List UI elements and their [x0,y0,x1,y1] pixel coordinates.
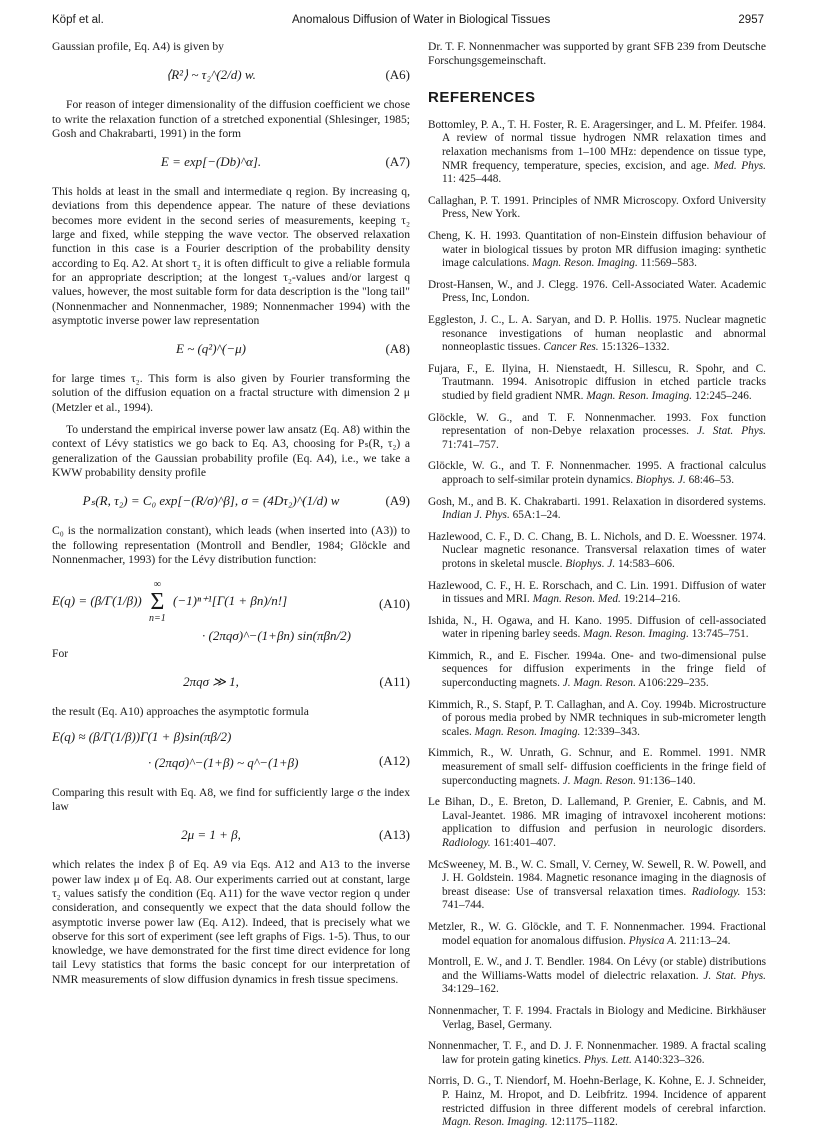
reference-item [428,1040,766,1067]
reference-text: Metzler, R., W. G. Glöckle, and T. F. Nonnenmacher. 1994. Fractional model equation for anomalous diffusion. [428,920,766,947]
equation-a10 [52,575,410,644]
equation-expression: 2μ = 1 + β, [181,827,241,843]
reference-volume-pages: 19:214–216. [620,593,681,606]
reference-text: Glöckle, W. G., and T. F. Nonnenmacher. 1995. A fractional calculus approach to self-similar protein dynamics. [428,460,766,486]
reference-volume-pages: 12:339–343. [580,725,640,738]
reference-item [428,496,766,523]
reference-text: Kimmich, R., W. Unrath, G. Schnur, and E. Rommel. 1991. NMR measurement of small self- diffusion coefficients in the fringe field of superconducting magnets. [428,747,766,787]
equation-expression [52,579,370,643]
reference-volume-pages: 34:129–162. [442,983,499,996]
reference-text: Nonnenmacher, T. F. 1994. Fractals in Biology and Medicine. Birkhäuser Verlag, Basel, Germany. [428,1004,766,1031]
right-column [428,40,766,1138]
running-header [52,10,764,30]
reference-volume-pages: 11: 425–448. [442,173,502,186]
reference-text: Cheng, K. H. 1993. Quantitation of non-Einstein diffusion behaviour of water in biological tissues by proton MR diffusion imaging: synthetic image calculations. [428,230,766,270]
reference-volume-pages: 12:1175–1182. [547,1116,618,1129]
reference-item [428,956,766,997]
reference-journal: Magn. Reson. Imaging. [442,1116,548,1129]
equation-lhs: E(q) = (β/Γ(1/β)) [52,593,142,609]
reference-journal: Magn. Reson. Med. [532,593,621,606]
reference-item [428,119,766,187]
reference-text: Callaghan, P. T. 1991. Principles of NMR Microscopy. Oxford University Press, New York. [428,194,766,221]
sum-upper-limit: ∞ [153,579,161,591]
reference-journal: Med. Phys. [713,159,766,172]
reference-list [428,119,766,1130]
paragraph: This holds at least in the small and intermediate q region. By increasing q, deviations from this dependence appear. The nature of these deviations becomes more evident in the second series of measurements, keeping τ₂ large and fixed, while stepping the wave vector. The observed relaxation function in this case is a Fourier description of the probability density according to Eq. A2. At short τ₂ it is often difficult to give a reliable formula for an appropriate description; at the longest τ₂-values and/or largest q values, however, the most suitable form for data description is the "long tail" (Nonnenmacher and Nonnenmacher, 1989; Nonnenmacher 1994) with the asymptotic inverse power law representation [52,185,410,327]
reference-volume-pages: 71:741–757. [442,438,499,451]
equation-a11 [52,669,410,697]
equation-line1: E(q) ≈ (β/Γ(1/β))Γ(1 + β)sin(πβ/2) [52,728,232,744]
reference-volume-pages: 68:46–53. [685,473,735,486]
equation-a12 [52,728,410,778]
reference-journal: Phys. Lett. [583,1053,632,1066]
reference-volume-pages: 12:245–246. [692,389,752,402]
summation-sign: ∞ Σ n=1 [149,579,166,625]
page-number: 2957 [738,14,764,26]
reference-volume-pages: 13:745–751. [688,628,749,641]
equation-rhs: (−1)ⁿ⁺¹[Γ(1 + βn)/n!] [173,593,288,609]
reference-volume-pages: 14:583–606. [615,557,675,570]
reference-journal: Biophys. J. [565,557,616,570]
reference-text: Hazlewood, C. F., D. C. Chang, B. L. Nichols, and D. E. Woessner. 1974. Nuclear magnetic resonance. Transversal relaxation times of water protons in skeletal muscle. [428,530,766,570]
reference-journal: Magn. Reson. Imaging. [583,628,689,641]
reference-journal: Radiology. [442,837,491,850]
reference-text: Ishida, N., H. Ogawa, and H. Kano. 1995. Diffusion of cell-associated water in ripening barley seeds. [428,614,766,641]
equation-a8 [52,336,410,364]
reference-text: Kimmich, R., S. Stapf, P. T. Callaghan, and A. Coy. 1994b. Microstructure of porous media probed by NMR techniques in sub-micrometer length scales. [428,698,766,738]
reference-item [428,650,766,691]
equation-line2: · (2πqσ)^−(1+β) ~ q^−(1+β) [148,754,299,770]
reference-journal: J. Stat. Phys. [703,969,766,982]
paragraph: For reason of integer dimensionality of the diffusion coefficient we chose to write the relaxation function of a stretched exponential (Shlesinger, 1985; Gosh and Chakrabarti, 1991) in the form [52,98,410,140]
left-column [52,40,410,995]
paragraph: the result (Eq. A10) approaches the asymptotic formula [52,705,309,719]
reference-journal: J. Magn. Reson. [562,677,636,690]
reference-text: Eggleston, J. C., L. A. Saryan, and D. P. Hollis. 1975. Nuclear magnetic resonance investigations of human neoplastic and abnormal nonneoplastic tissues. [428,314,766,354]
reference-item [428,314,766,355]
reference-text: Norris, D. G., T. Niendorf, M. Hoehn-Berlage, K. Kohne, E. J. Schneider, P. Hainz, M. Hropot, and D. Leibfritz. 1994. Incidence of apparent restricted diffusion in three different models of cerebral infarction. [428,1075,766,1115]
equation-number: (A7) [385,154,410,170]
reference-journal: Indian J. Phys. [442,509,510,522]
equation-number: (A9) [385,493,410,509]
equation-expression: 2πqσ ≫ 1, [183,674,239,690]
reference-volume-pages: A140:323–326. [631,1053,705,1066]
reference-journal: Cancer Res. [543,341,599,354]
reference-volume-pages: A106:229–235. [635,677,709,690]
reference-item [428,747,766,788]
reference-journal: Magn. Reson. Imaging. [586,389,693,402]
reference-item [428,859,766,913]
equation-a7 [52,149,410,177]
paragraph: Gaussian profile, Eq. A4) is given by [52,40,224,53]
reference-text: Nonnenmacher, T. F., and D. J. F. Nonnenmacher. 1989. A fractal scaling law for protein gating kinetics. [428,1040,766,1066]
equation-number: (A10) [378,596,410,612]
reference-item [428,1005,766,1032]
equation-a9 [52,488,410,516]
reference-item [428,531,766,572]
paragraph: for large times τ₂. This form is also given by Fourier transforming the solution of the diffusion equation on a fractal structure with dimension 2 μ (Metzler et al., 1994). [52,372,410,414]
header-title: Anomalous Diffusion of Water in Biological Tissues [291,14,551,26]
equation-expression: E = exp[−(Db)^α]. [160,154,262,170]
paragraph: C₀ is the normalization constant), which leads (when inserted into (A3)) to the following representation (Montroll and Bendler, 1984; Glöckle and Nonnenmacher, 1993) for the Lévy distribution function: [52,524,410,566]
reference-volume-pages: 161:401–407. [490,837,556,850]
equation-a6 [52,62,410,90]
paragraph: which relates the index β of Eq. A9 via Eqs. A12 and A13 to the inverse power law index μ of Eq. A8. Our experiments carried out at constant, large τ₂ values satisfy the condition (Eq. A11) for the wave vector region q under consideration, and consequently we expect that the data should follow the asymptotic inverse power law (Eq. A12). Indeed, that is precisely what we observe for this sort of experiment (see left graphs of Figs. 1-5). Thus, to our knowledge, we have demonstrated for the first time direct evidence for long tail Levy statistics that forms the basic concept for our interpretation of NMR measurements of slow diffusion dynamics in fresh tissue specimens. [52,858,410,986]
equation-expression: Pₛ(R, τ₂) = C₀ exp[−(R/σ)^β], σ = (4Dτ₂)^(1/d) w [82,493,340,509]
reference-item [428,460,766,487]
reference-text: Drost-Hansen, W., and J. Clegg. 1976. Cell-Associated Water. Academic Press, Inc, London. [428,278,766,305]
reference-volume-pages: 153: 741–744. [442,885,766,912]
reference-journal: Radiology. [691,885,741,898]
reference-item [428,195,766,222]
equation-number: (A6) [385,67,410,83]
reference-journal: Biophys. J. [635,473,686,486]
paragraph: Comparing this result with Eq. A8, we find for sufficiently large σ the index law [52,785,410,814]
reference-volume-pages: 11:569–583. [637,257,697,270]
reference-item [428,921,766,948]
reference-text: McSweeney, M. B., W. C. Small, V. Cerney, W. Sewell, R. W. Powell, and J. H. Goldstein. 1984. Magnetic resonance imaging in the diagnosis of breast disease: Use of transversal relaxation times. [428,858,766,898]
reference-volume-pages: 15:1326–1332. [598,341,670,354]
acknowledgment: Dr. T. F. Nonnenmacher was supported by grant SFB 239 from Deutsche Forschungsgemeinschaft. [428,40,766,68]
reference-text: Hazlewood, C. F., H. E. Rorschach, and C. Lin. 1991. Diffusion of water in tissues and MRI. [428,579,766,606]
reference-item [428,363,766,404]
reference-text: Gosh, M., and B. K. Chakrabarti. 1991. Relaxation in disordered systems. [428,495,766,508]
paragraph: For [52,647,69,661]
reference-item [428,615,766,642]
equation-line2: · (2πqσ)^−(1+βn) sin(πβn/2) [202,628,351,644]
reference-journal: Physica A. [628,934,677,947]
reference-item [428,699,766,740]
equation-expression: ⟨R²⟩ ~ τ₂^(2/d) w. [166,67,256,83]
paragraph: To understand the empirical inverse power law ansatz (Eq. A8) within the context of Lévy statistics we go back to Eq. A3, choosing for Pₛ(R, τ₂) a generalization of the Gaussian probability profile (Eq. A4), i.e., we take a KWW probability density profile [52,423,410,479]
reference-text: Kimmich, R., and E. Fischer. 1994a. One- and two-dimensional pulse sequences for diffusion experiments in the fringe field of superconducting magnets. [428,649,766,690]
reference-journal: Magn. Reson. Imaging. [474,725,581,738]
equation-number: (A11) [379,674,410,690]
equation-a13 [52,822,410,850]
reference-item [428,580,766,607]
reference-volume-pages: 65A:1–24. [509,509,561,522]
reference-text: Bottomley, P. A., T. H. Foster, R. E. Aragersinger, and L. M. Pfeifer. 1984. A review of normal tissue hydrogen NMR relaxation times and relaxation mechanisms from 1–100 MHz: dependence on tissue type, NMR frequency, temperature, species, excision, and age. [428,118,766,172]
reference-item [428,1075,766,1129]
reference-volume-pages: 91:136–140. [635,774,696,787]
reference-item [428,796,766,850]
reference-journal: Magn. Reson. Imaging. [532,257,638,270]
reference-item [428,279,766,306]
reference-item [428,230,766,271]
references-heading: REFERENCES [428,88,536,106]
reference-text: Montroll, E. W., and J. T. Bendler. 1984. On Lévy (or stable) distributions and the Williams-Watts model of dielectric relaxation. [428,956,766,982]
equation-number: (A8) [385,341,410,357]
equation-expression: E ~ (q²)^(−μ) [176,341,246,357]
equation-number: (A12) [378,752,410,768]
reference-text: Fujara, F., E. Ilyina, H. Nienstaedt, H. Sillescu, R. Spohr, and C. Trautmann. 1994. Anisotropic diffusion in etched particle tracks studied by field gradient NMR. [428,362,766,402]
reference-text: Le Bihan, D., E. Breton, D. Lallemand, P. Grenier, E. Cabnis, and M. Laval-Jeantet. 1986. MR imaging of intravoxel incoherent motions: application to diffusion and perfusion in neurologic disorders. [428,796,766,836]
reference-text: Glöckle, W. G., and T. F. Nonnenmacher. 1993. Fox function representation of non-Debye relaxation processes. [428,411,766,438]
sum-lower-limit: n=1 [149,613,166,625]
header-authors: Köpf et al. [52,14,104,26]
reference-journal: J. Stat. Phys. [696,425,766,438]
reference-journal: J. Magn. Reson. [562,774,636,787]
equation-number: (A13) [378,827,410,843]
reference-item [428,412,766,453]
reference-volume-pages: 211:13–24. [676,934,731,947]
